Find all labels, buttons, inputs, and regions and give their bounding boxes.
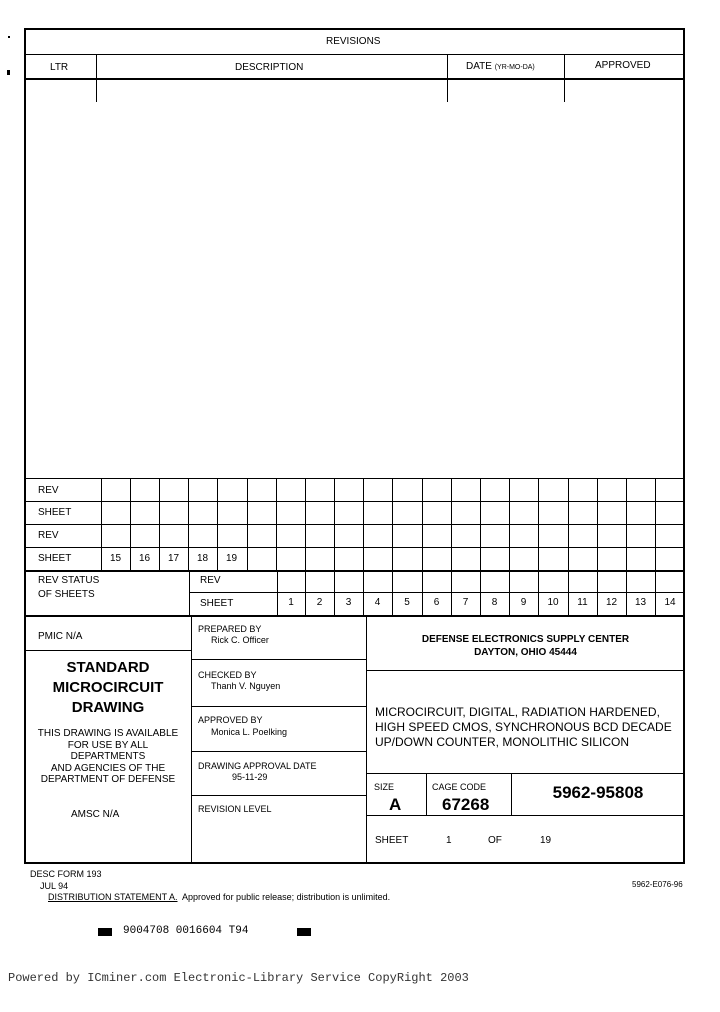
divider	[96, 54, 97, 102]
col-ltr: LTR	[50, 62, 69, 73]
divider	[538, 570, 539, 615]
divider	[366, 815, 685, 816]
availability-text: THIS DRAWING IS AVAILABLE	[37, 728, 179, 739]
divider	[24, 501, 685, 502]
sheet-number: 2	[316, 597, 323, 608]
divider	[568, 478, 569, 570]
rev-status-label: REV STATUS	[38, 575, 100, 586]
agency-name: DEFENSE ELECTRONICS SUPPLY CENTER	[421, 634, 630, 645]
divider	[305, 570, 306, 615]
divider	[363, 478, 364, 570]
divider	[422, 570, 423, 615]
barcode-mark	[98, 928, 112, 936]
sheet-number: 13	[634, 597, 647, 608]
divider	[655, 570, 656, 615]
sheet-number: 1	[288, 597, 294, 608]
divider	[366, 670, 685, 671]
sheet-of-label: OF	[488, 835, 502, 846]
divider	[480, 478, 481, 570]
rev-label: REV	[38, 485, 59, 496]
divider	[24, 615, 685, 617]
sheet-number: 5	[404, 597, 410, 608]
prepared-label: PREPARED BY	[198, 624, 262, 634]
divider	[24, 478, 685, 479]
sheet-number: 4	[374, 597, 381, 608]
standard-title: DRAWING	[71, 699, 145, 716]
standard-title: STANDARD	[66, 659, 150, 676]
divider	[426, 773, 427, 815]
divider	[392, 478, 393, 570]
divider	[191, 706, 367, 707]
pmic: PMIC N/A	[38, 631, 83, 642]
distribution-statement: DISTRIBUTION STATEMENT A. Approved for public release; distribution is unlimited.	[48, 892, 391, 902]
checked-name: Thanh V. Nguyen	[211, 681, 281, 691]
form-number: DESC FORM 193	[30, 869, 102, 879]
divider	[189, 570, 190, 616]
divider	[24, 78, 685, 80]
divider	[564, 54, 565, 102]
divider	[451, 570, 452, 615]
divider	[277, 570, 278, 615]
prepared-name: Rick C. Officer	[211, 635, 269, 645]
divider	[334, 570, 335, 615]
divider	[191, 615, 192, 864]
barcode-text: 9004708 0016604 T94	[123, 925, 249, 937]
divider	[597, 478, 598, 570]
divider	[626, 570, 627, 615]
title-line: UP/DOWN COUNTER, MONOLITHIC SILICON	[375, 735, 630, 749]
availability-text: DEPARTMENT OF DEFENSE	[40, 774, 176, 785]
title-line: HIGH SPEED CMOS, SYNCHRONOUS BCD DECADE	[375, 720, 672, 734]
title-line: MICROCIRCUIT, DIGITAL, RADIATION HARDENED,	[375, 705, 660, 719]
cage-label: CAGE CODE	[432, 782, 487, 792]
sheet-number: 6	[433, 597, 440, 608]
divider	[451, 478, 452, 570]
sheet-current: 1	[446, 835, 452, 846]
availability-text: DEPARTMENTS	[70, 751, 146, 762]
divider	[509, 570, 510, 615]
approved-label: APPROVED BY	[198, 715, 263, 725]
powered-by: Powered by ICminer.com Electronic-Library Service CopyRight 2003	[8, 971, 469, 985]
sheet-number: 15	[109, 553, 122, 564]
divider	[597, 570, 598, 615]
sheet-total: 19	[540, 835, 552, 846]
sheet-number: 16	[138, 553, 151, 564]
divider	[24, 524, 685, 525]
divider	[191, 659, 367, 660]
divider	[509, 478, 510, 570]
divider	[363, 570, 364, 615]
divider	[392, 570, 393, 615]
drawing-number: 5962-95808	[552, 783, 644, 802]
revisions-title: REVISIONS	[326, 36, 381, 47]
divider	[191, 751, 367, 752]
agency-address: DAYTON, OHIO 45444	[474, 647, 577, 658]
sheet-number: 12	[605, 597, 618, 608]
divider	[189, 592, 685, 593]
divider	[480, 570, 481, 615]
divider	[422, 478, 423, 570]
sheet-label: SHEET	[200, 598, 234, 609]
sheet-number: 3	[345, 597, 352, 608]
sheet-label: SHEET	[38, 553, 72, 564]
sheet-number: 19	[225, 553, 238, 564]
scan-speck	[8, 36, 10, 38]
sheet-number: 17	[167, 553, 180, 564]
document-code: 5962-E076-96	[632, 880, 683, 889]
sheet-number: 14	[664, 597, 676, 608]
availability-text: AND AGENCIES OF THE	[50, 763, 166, 774]
availability-text: FOR USE BY ALL	[67, 740, 149, 751]
divider	[447, 54, 448, 102]
divider	[24, 547, 685, 548]
cage-value: 67268	[442, 795, 490, 814]
revision-level-label: REVISION LEVEL	[198, 804, 272, 814]
barcode-mark	[297, 928, 311, 936]
divider	[366, 773, 685, 774]
checked-label: CHECKED BY	[198, 670, 257, 680]
rev-status-label: OF SHEETS	[38, 589, 95, 600]
sheet-number: 18	[196, 553, 209, 564]
col-approved: APPROVED	[595, 60, 651, 71]
rev-label: REV	[200, 575, 221, 586]
approval-date-label: DRAWING APPROVAL DATE	[198, 761, 317, 771]
sheet-info-label: SHEET	[375, 835, 409, 846]
size-value: A	[389, 795, 402, 814]
divider	[568, 570, 569, 615]
sheet-number: 7	[462, 597, 469, 608]
sheet-number: 10	[547, 597, 559, 608]
scan-speck	[7, 70, 10, 75]
divider	[538, 478, 539, 570]
divider	[24, 54, 685, 55]
divider	[655, 478, 656, 570]
col-date: DATE (YR-MO-DA)	[466, 61, 535, 72]
sheet-label: SHEET	[38, 507, 72, 518]
divider	[24, 650, 192, 651]
sheet-number: 8	[491, 597, 498, 608]
approved-name: Monica L. Poelking	[211, 727, 288, 737]
divider	[247, 478, 248, 570]
col-description: DESCRIPTION	[235, 62, 304, 73]
sheet-number: 9	[520, 597, 527, 608]
standard-title: MICROCIRCUIT	[52, 679, 164, 696]
divider	[305, 478, 306, 570]
form-date: JUL 94	[40, 881, 69, 891]
divider	[191, 795, 367, 796]
size-label: SIZE	[374, 782, 395, 792]
divider	[334, 478, 335, 570]
divider	[276, 478, 277, 570]
divider	[24, 570, 685, 572]
rev-label: REV	[38, 530, 59, 541]
sheet-number: 11	[577, 597, 588, 608]
approval-date-value: 95-11-29	[232, 772, 268, 782]
divider	[626, 478, 627, 570]
amsc: AMSC N/A	[71, 809, 120, 820]
